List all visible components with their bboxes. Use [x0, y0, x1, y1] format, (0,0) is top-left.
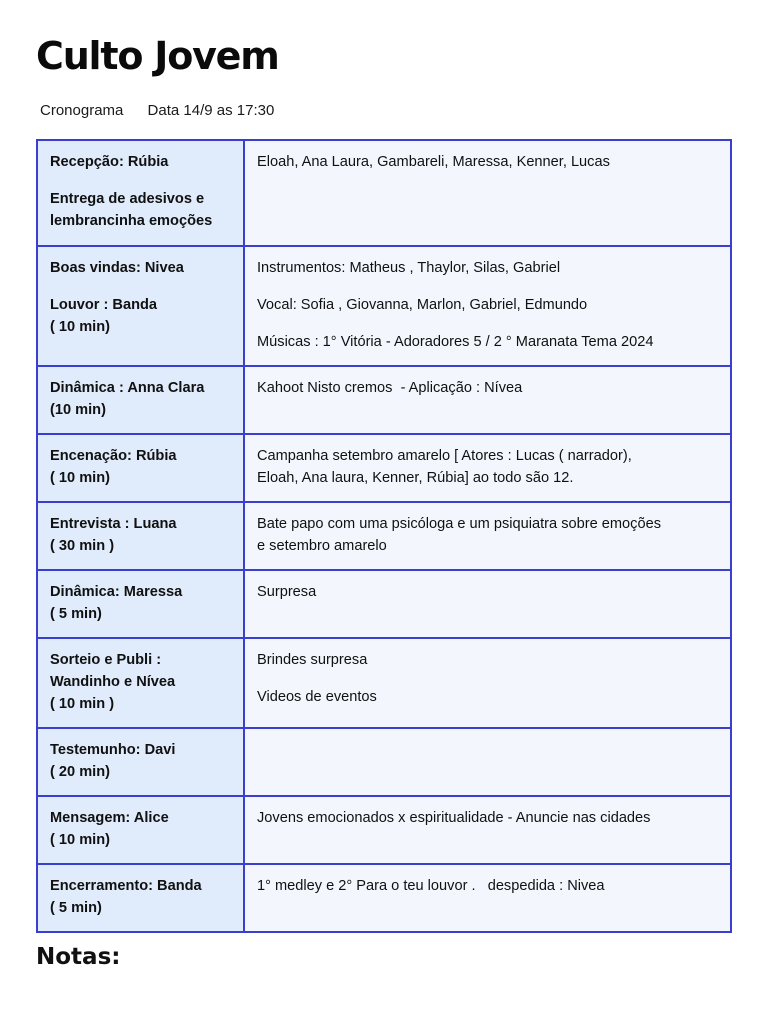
- activity-title: Dinâmica: Maressa: [50, 584, 183, 600]
- activity-title: Wandinho e Nívea: [50, 674, 176, 690]
- activity-cell: [37, 366, 244, 434]
- details-cell: [244, 570, 731, 638]
- details-line: Videos de eventos: [257, 689, 377, 705]
- details-line: Músicas : 1° Vitória - Adoradores 5 / 2 ° Maranata Tema 2024: [257, 334, 654, 350]
- details-cell: [244, 366, 731, 434]
- details-line: Eloah, Ana laura, Kenner, Rúbia] ao todo são 12.: [257, 470, 574, 486]
- details-line: Vocal: Sofia , Giovanna, Marlon, Gabriel, Edmundo: [257, 297, 588, 313]
- activity-title: Dinâmica : Anna Clara: [50, 380, 205, 396]
- activity-duration: ( 5 min): [50, 900, 102, 916]
- table-row: [37, 570, 731, 638]
- activity-duration: ( 10 min): [50, 470, 111, 486]
- event-date: Data 14/9 as 17:30: [147, 102, 275, 119]
- details-line: Kahoot Nisto cremos - Aplicação : Nívea: [257, 380, 523, 396]
- activity-title: Mensagem: Alice: [50, 810, 169, 826]
- details-cell: [244, 864, 731, 932]
- activity-title: Louvor : Banda: [50, 297, 158, 313]
- table-row: [37, 502, 731, 570]
- table-row: [37, 246, 731, 366]
- table-row: [37, 140, 731, 246]
- activity-cell: [37, 570, 244, 638]
- activity-title: Entrevista : Luana: [50, 516, 177, 532]
- details-cell: [244, 434, 731, 502]
- details-cell: [244, 728, 731, 796]
- table-row: [37, 796, 731, 864]
- activity-cell: [37, 434, 244, 502]
- details-cell: [244, 246, 731, 366]
- activity-duration: ( 5 min): [50, 606, 102, 622]
- table-row: [37, 366, 731, 434]
- activity-cell: [37, 728, 244, 796]
- details-cell: [244, 140, 731, 246]
- activity-cell: [37, 502, 244, 570]
- activity-duration: ( 10 min ): [50, 696, 115, 712]
- page-title: Culto Jovem: [36, 34, 279, 78]
- notes-heading: Notas:: [36, 944, 121, 970]
- activity-cell: [37, 796, 244, 864]
- activity-title: Encerramento: Banda: [50, 878, 202, 894]
- details-line: Surpresa: [257, 584, 317, 600]
- schedule-subheader: [40, 102, 294, 119]
- activity-duration: ( 20 min): [50, 764, 111, 780]
- activity-title: Sorteio e Publi :: [50, 652, 162, 668]
- details-line: Campanha setembro amarelo [ Atores : Lucas ( narrador),: [257, 448, 632, 464]
- activity-detail: Entrega de adesivos e: [50, 191, 205, 207]
- table-row: [37, 638, 731, 728]
- activity-cell: [37, 638, 244, 728]
- details-line: Jovens emocionados x espiritualidade - Anuncie nas cidades: [257, 810, 651, 826]
- activity-title: Recepção: Rúbia: [50, 154, 169, 170]
- schedule-table: [36, 139, 732, 933]
- details-line: Instrumentos: Matheus , Thaylor, Silas, Gabriel: [257, 260, 561, 276]
- activity-title: Testemunho: Davi: [50, 742, 176, 758]
- activity-duration: ( 30 min ): [50, 538, 115, 554]
- activity-cell: [37, 246, 244, 366]
- activity-title: Boas vindas: Nivea: [50, 260, 184, 276]
- activity-title: Encenação: Rúbia: [50, 448, 177, 464]
- details-line: Eloah, Ana Laura, Gambareli, Maressa, Kenner, Lucas: [257, 154, 610, 170]
- activity-duration: (10 min): [50, 402, 106, 418]
- activity-detail: lembrancinha emoções: [50, 213, 213, 229]
- details-cell: [244, 638, 731, 728]
- activity-duration: ( 10 min): [50, 319, 111, 335]
- details-line: e setembro amarelo: [257, 538, 387, 554]
- activity-cell: [37, 864, 244, 932]
- table-row: [37, 864, 731, 932]
- activity-cell: [37, 140, 244, 246]
- details-cell: [244, 502, 731, 570]
- table-row: [37, 728, 731, 796]
- details-line: 1° medley e 2° Para o teu louvor . despedida : Nivea: [257, 878, 605, 894]
- activity-duration: ( 10 min): [50, 832, 111, 848]
- table-row: [37, 434, 731, 502]
- details-line: Bate papo com uma psicóloga e um psiquiatra sobre emoções: [257, 516, 661, 532]
- details-line: Brindes surpresa: [257, 652, 368, 668]
- schedule-label: Cronograma: [40, 102, 124, 119]
- details-cell: [244, 796, 731, 864]
